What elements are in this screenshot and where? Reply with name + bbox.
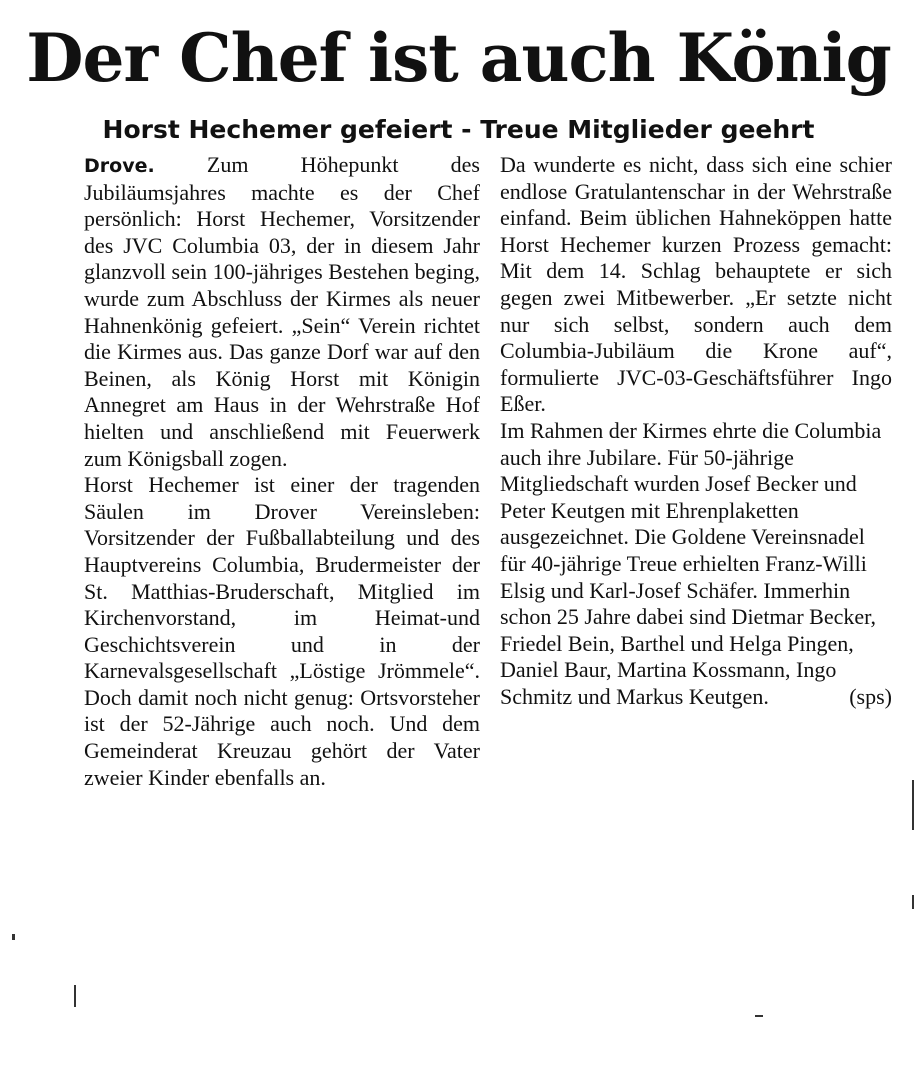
scan-mark (912, 895, 914, 909)
article-column-right (500, 152, 892, 711)
scan-mark (74, 985, 76, 1007)
author: (sps) (849, 684, 892, 710)
paragraph-1 (84, 152, 480, 472)
paragraph-2: Horst Hechemer ist einer der tragenden Säulen im Drover Vereinsleben: Vorsitzender der Fußballabteilung und des Hauptvereins Columbia, Brudermeister der St. Matthias-Bruderschaft, Mitglied im Kirchenvorstand, im Heimat-und Geschichtsverein und in der Karnevalsgesellschaft „Löstige Jrömmele“. Doch damit noch nicht genug: Ortsvorsteher ist der 52-Jährige auch noch. Und dem Gemeinderat Kreuzau gehört der Vater zweier Kinder ebenfalls an. (84, 472, 480, 790)
scan-mark (912, 780, 914, 830)
dateline: Drove. (84, 155, 155, 177)
paragraph-4-signoff (500, 418, 892, 711)
headline: Der Chef ist auch König (26, 19, 891, 97)
scan-mark (755, 1015, 763, 1017)
paragraph-4: Im Rahmen der Kirmes ehrte die Columbia auch ihre Jubilare. Für 50-jährige Mitgliedschaft wurden Josef Becker und Peter Keutgen mit Ehrenplaketten ausgezeichnet. Die Goldene Vereinsnadel für 40-jährige Treue erhielten Franz-Willi Elsig und Karl-Josef Schäfer. Immerhin schon 25 Jahre dabei sind Dietmar Becker, Friedel Bein, Barthel und Helga Pingen, Daniel Baur, Martina Kossmann, Ingo Schmitz und Markus Keutgen. (500, 417, 882, 709)
article-column-left (84, 152, 480, 791)
paragraph-3: Da wunderte es nicht, dass sich eine schier endlose Gratulantenschar in der Wehrstraße einfand. Beim üblichen Hahneköppen hatte Horst Hechemer kurzen Prozess gemacht: Mit dem 14. Schlag behauptete er sich gegen zwei Mitbewerber. „Er setzte nicht nur sich selbst, sondern auch dem Columbia-Jubiläum die Krone auf“, formulierte JVC-03-Geschäftsführer Ingo Eßer. (500, 152, 892, 417)
subheadline: Horst Hechemer gefeiert - Treue Mitglieder geehrt (102, 115, 815, 144)
scan-mark (12, 934, 15, 940)
paragraph-1-text: Zum Höhepunkt des Jubiläumsjahres machte es der Chef persönlich: Horst Hechemer, Vorsitzender des JVC Columbia 03, der in diesem Jahr glanzvoll sein 100-jähriges Bestehen beging, wurde zum Abschluss der Kirmes als neuer Hahnenkönig gefeiert. „Sein“ Verein richtet die Kirmes aus. Das ganze Dorf war auf den Beinen, als König Horst mit Königin Annegret am Haus in der Wehrstraße Hof hielten und anschließend mit Feuerwerk zum Königsball zogen. (84, 152, 480, 471)
